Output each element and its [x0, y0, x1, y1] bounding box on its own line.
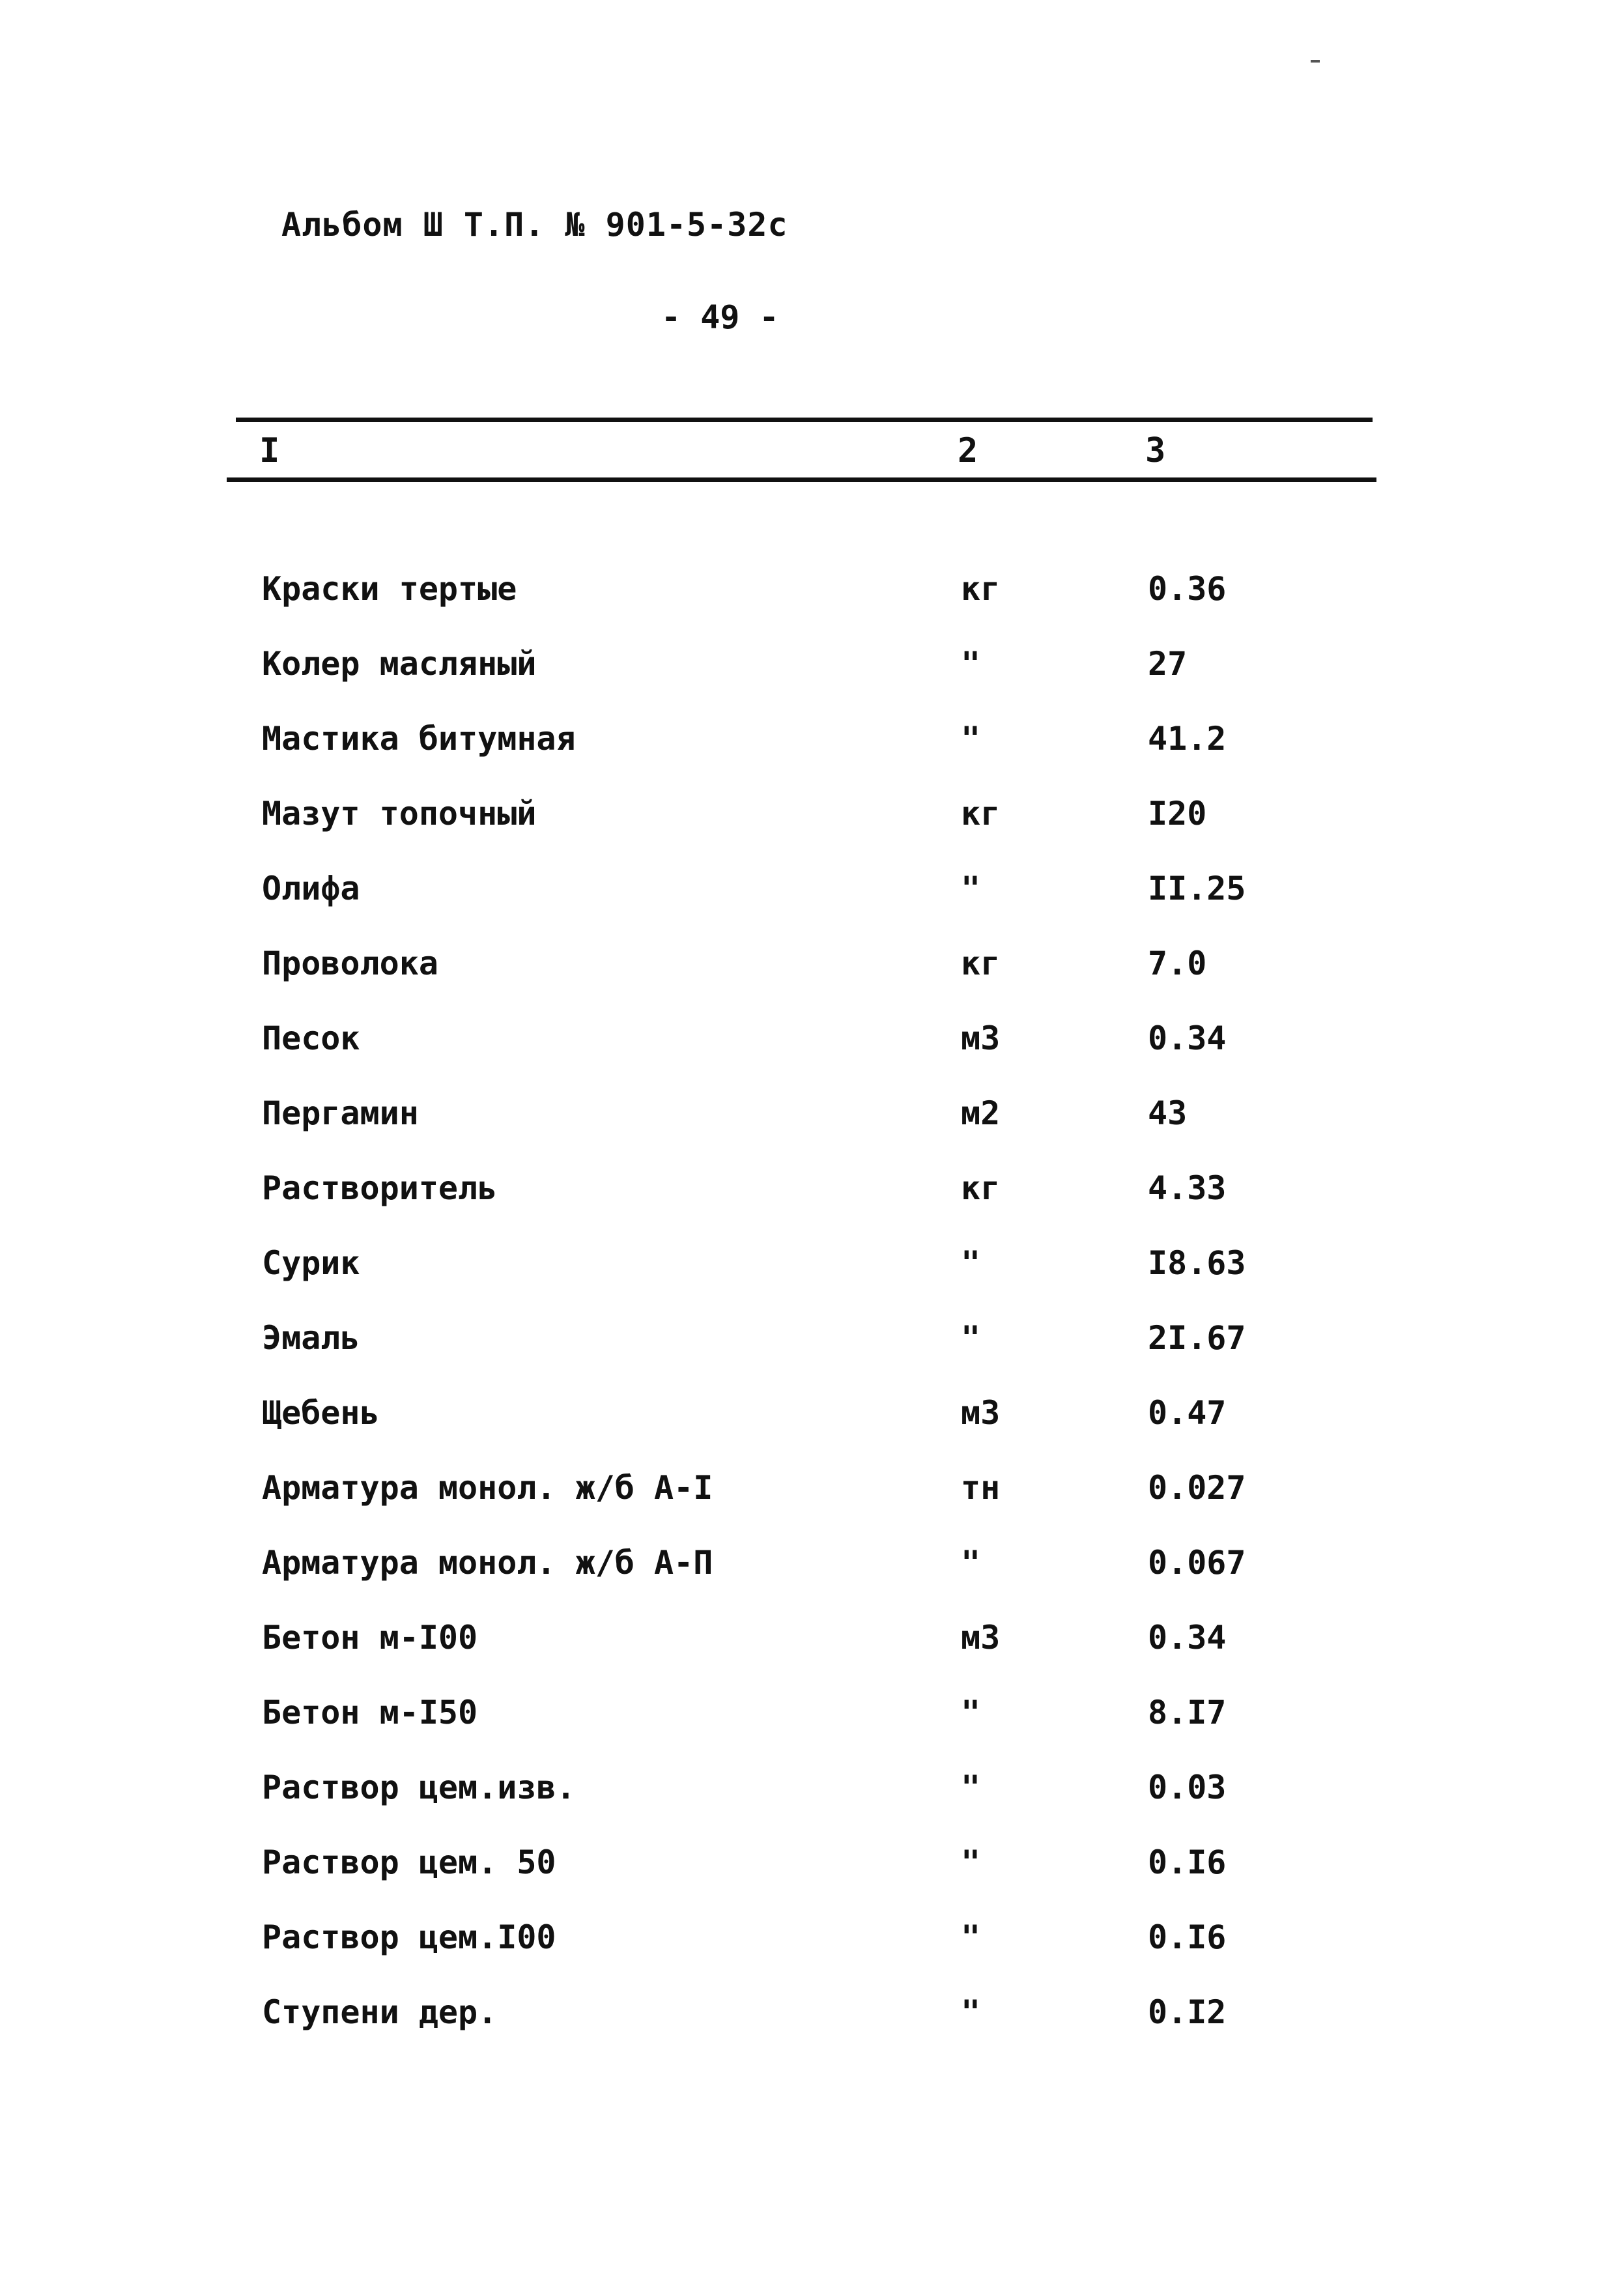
table-row [0, 1469, 1624, 1544]
column-header-3: 3 [1145, 431, 1166, 470]
material-name: Сурик [262, 1244, 360, 1282]
quantity: 0.067 [1148, 1544, 1246, 1582]
material-name: Колер масляный [262, 645, 537, 683]
table-row [0, 1319, 1624, 1394]
table-row [0, 1094, 1624, 1169]
table-row [0, 1244, 1624, 1319]
table-row [0, 1918, 1624, 1993]
material-name: Растворитель [262, 1169, 498, 1207]
quantity: 4.33 [1148, 1169, 1227, 1207]
material-name: Щебень [262, 1394, 380, 1432]
material-name: Пергамин [262, 1094, 419, 1132]
column-header-2: 2 [958, 431, 978, 470]
table-row [0, 1843, 1624, 1918]
table-row [0, 1169, 1624, 1244]
quantity: 0.47 [1148, 1394, 1227, 1432]
unit-of-measure: " [961, 645, 981, 683]
unit-of-measure: м3 [961, 1394, 1001, 1432]
unit-of-measure: " [961, 1843, 981, 1881]
table-row [0, 1769, 1624, 1843]
unit-of-measure: " [961, 1769, 981, 1806]
unit-of-measure: м3 [961, 1619, 1001, 1657]
material-name: Мастика битумная [262, 720, 576, 758]
quantity: I20 [1148, 795, 1207, 832]
table-row [0, 645, 1624, 720]
unit-of-measure: тн [961, 1469, 1001, 1507]
material-name: Олифа [262, 870, 360, 907]
material-name: Раствор цем. 50 [262, 1843, 556, 1881]
table-row [0, 1619, 1624, 1694]
scan-speck [1311, 60, 1320, 63]
quantity: 43 [1148, 1094, 1188, 1132]
material-name: Бетон м-I50 [262, 1694, 478, 1731]
table-header-rule [227, 477, 1376, 482]
quantity: 7.0 [1148, 945, 1207, 982]
album-reference: Альбом Ш Т.П. № 901-5-32с [281, 206, 788, 244]
unit-of-measure: м3 [961, 1019, 1001, 1057]
quantity: 0.34 [1148, 1619, 1227, 1657]
table-row [0, 1019, 1624, 1094]
table-row [0, 945, 1624, 1019]
unit-of-measure: кг [961, 570, 1001, 608]
quantity: 0.03 [1148, 1769, 1227, 1806]
unit-of-measure: " [961, 870, 981, 907]
table-row [0, 870, 1624, 945]
material-name: Проволока [262, 945, 438, 982]
material-name: Арматура монол. ж/б А-I [262, 1469, 713, 1507]
quantity: 0.027 [1148, 1469, 1246, 1507]
table-row [0, 1544, 1624, 1619]
unit-of-measure: кг [961, 1169, 1001, 1207]
quantity: 2I.67 [1148, 1319, 1246, 1357]
page-number: - 49 - [661, 298, 779, 336]
quantity: 27 [1148, 645, 1188, 683]
column-header-1: I [259, 431, 280, 470]
material-name: Ступени дер. [262, 1993, 498, 2031]
material-name: Бетон м-I00 [262, 1619, 478, 1657]
unit-of-measure: кг [961, 795, 1001, 832]
table-row [0, 1694, 1624, 1769]
material-name: Эмаль [262, 1319, 360, 1357]
material-name: Краски тертые [262, 570, 517, 608]
unit-of-measure: кг [961, 945, 1001, 982]
quantity: I8.63 [1148, 1244, 1246, 1282]
material-name: Раствор цем.I00 [262, 1918, 556, 1956]
material-name: Мазут топочный [262, 795, 537, 832]
material-name: Песок [262, 1019, 360, 1057]
table-row [0, 570, 1624, 645]
material-name: Арматура монол. ж/б А-П [262, 1544, 713, 1582]
unit-of-measure: " [961, 720, 981, 758]
quantity: 0.36 [1148, 570, 1227, 608]
table-top-rule [236, 418, 1373, 422]
quantity: 0.34 [1148, 1019, 1227, 1057]
table-row [0, 795, 1624, 870]
table-row [0, 1394, 1624, 1469]
quantity: II.25 [1148, 870, 1246, 907]
unit-of-measure: " [961, 1918, 981, 1956]
unit-of-measure: " [961, 1544, 981, 1582]
material-name: Раствор цем.изв. [262, 1769, 576, 1806]
quantity: 8.I7 [1148, 1694, 1227, 1731]
quantity: 0.I2 [1148, 1993, 1227, 2031]
unit-of-measure: м2 [961, 1094, 1001, 1132]
unit-of-measure: " [961, 1993, 981, 2031]
quantity: 0.I6 [1148, 1918, 1227, 1956]
quantity: 0.I6 [1148, 1843, 1227, 1881]
unit-of-measure: " [961, 1694, 981, 1731]
table-row [0, 720, 1624, 795]
materials-table-body [0, 570, 1624, 2068]
table-row [0, 1993, 1624, 2068]
unit-of-measure: " [961, 1319, 981, 1357]
unit-of-measure: " [961, 1244, 981, 1282]
quantity: 41.2 [1148, 720, 1227, 758]
